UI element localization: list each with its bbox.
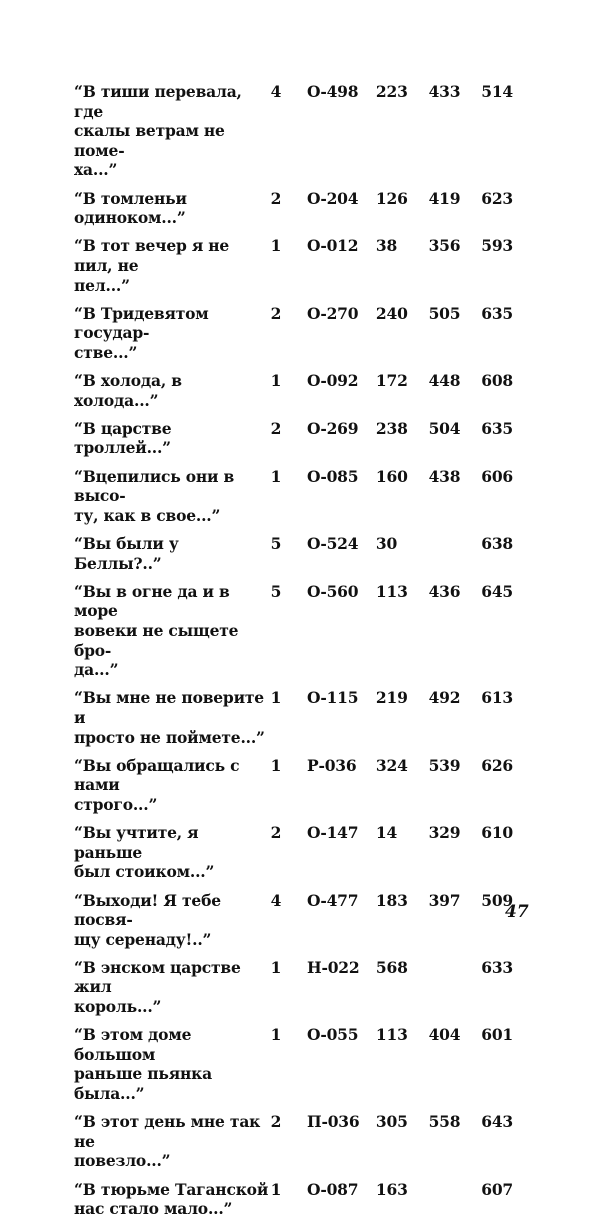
- page-ref-c: 626: [481, 755, 514, 775]
- table-row: [74, 189, 534, 237]
- page-ref-c: 623: [481, 188, 514, 208]
- page-ref-c: 606: [481, 466, 514, 486]
- table-row: [74, 958, 534, 1025]
- page-ref-c: 607: [481, 1179, 514, 1199]
- catalog-code: О-085: [307, 466, 359, 486]
- page-ref-c: 633: [481, 957, 514, 977]
- catalog-code: О-269: [307, 418, 359, 438]
- page-ref-c: 638: [481, 534, 514, 554]
- song-title: “Вы обращались с нами строго...”: [74, 755, 240, 814]
- table-row: [74, 467, 534, 534]
- volume-number: 1: [270, 755, 282, 775]
- table-row: [74, 419, 534, 467]
- song-title: “В тиши перевала, где скалы ветрам не поме- ха...”: [74, 82, 242, 180]
- page-ref-a: 172: [375, 371, 408, 391]
- table-row: [74, 534, 534, 582]
- song-title: “В этом доме большом раньше пьянка была...”: [74, 1025, 212, 1104]
- page-ref-b: 539: [428, 755, 461, 775]
- catalog-code: О-524: [307, 534, 359, 554]
- song-title: “Вы были у Беллы?..”: [74, 534, 179, 573]
- song-title: “В Тридевятом государ- стве...”: [74, 303, 209, 362]
- page-ref-a: 113: [375, 581, 408, 601]
- catalog-code: О-560: [307, 581, 359, 601]
- index-rows: [74, 82, 534, 1227]
- table-row: [74, 688, 534, 755]
- song-title: “В томленьи одиноком...”: [74, 188, 187, 228]
- song-title: “В этот день мне так не повезло...”: [74, 1112, 261, 1171]
- page-ref-a: 163: [375, 1179, 408, 1199]
- volume-number: 1: [270, 236, 282, 256]
- page-ref-b: 329: [428, 823, 461, 843]
- catalog-code: О-092: [307, 371, 359, 391]
- page-ref-b: 404: [428, 1025, 461, 1045]
- page-ref-a: 113: [375, 1025, 408, 1045]
- volume-number: 2: [270, 418, 282, 438]
- volume-number: 1: [270, 371, 282, 391]
- table-row: [74, 236, 534, 303]
- song-title: “В тюрьме Таганской нас стало мало...”: [74, 1179, 269, 1219]
- page-ref-a: 30: [375, 534, 398, 554]
- page-ref-b: 356: [428, 236, 461, 256]
- volume-number: 1: [270, 688, 282, 708]
- table-row: [74, 304, 534, 371]
- table-row: [74, 582, 534, 689]
- volume-number: 2: [270, 303, 282, 323]
- catalog-code: О-055: [307, 1025, 359, 1045]
- volume-number: 2: [270, 1112, 282, 1132]
- volume-number: 5: [270, 534, 282, 554]
- page-ref-a: 240: [375, 303, 408, 323]
- page-ref-b: 505: [428, 303, 461, 323]
- volume-number: 1: [270, 466, 282, 486]
- page-ref-a: 38: [375, 236, 398, 256]
- table-row: [74, 1025, 534, 1112]
- page-ref-b: 448: [428, 371, 461, 391]
- volume-number: 2: [270, 823, 282, 843]
- table-row: [74, 82, 534, 189]
- song-title: “В царстве троллей...”: [74, 418, 172, 458]
- page-ref-a: 568: [375, 957, 408, 977]
- volume-number: 5: [270, 581, 282, 601]
- page-ref-c: 635: [481, 418, 514, 438]
- page-ref-c: 613: [481, 688, 514, 708]
- page-ref-c: 610: [481, 823, 514, 843]
- page-ref-c: 509: [481, 890, 514, 910]
- page-ref-b: 419: [428, 188, 461, 208]
- page-ref-a: 160: [375, 466, 408, 486]
- catalog-code: О-147: [307, 823, 359, 843]
- volume-number: 1: [270, 1025, 282, 1045]
- page-ref-a: 238: [375, 418, 408, 438]
- page-ref-c: 514: [481, 82, 514, 101]
- song-title: “Вы мне не поверите и просто не поймете...”: [74, 688, 265, 747]
- catalog-code: О-270: [307, 303, 359, 323]
- table-row: [74, 1180, 534, 1227]
- song-title: “В энском царстве жил король...”: [74, 957, 241, 1017]
- song-title: “Вцепились они в высо- ту, как в свое...”: [74, 466, 235, 525]
- catalog-code: О-087: [307, 1179, 359, 1199]
- page-ref-a: 126: [375, 188, 408, 208]
- table-row: [74, 823, 534, 890]
- page-ref-a: 183: [375, 890, 408, 910]
- song-title: “Вы учтите, я раньше был стоиком...”: [74, 823, 215, 882]
- catalog-code: О-477: [307, 890, 359, 910]
- page-ref-b: 504: [428, 418, 461, 438]
- volume-number: 2: [270, 188, 282, 208]
- page-ref-b: 397: [428, 890, 461, 910]
- page-ref-b: 433: [428, 82, 461, 101]
- page-ref-b: 438: [428, 466, 461, 486]
- volume-number: 4: [270, 890, 282, 910]
- page-ref-b: 492: [428, 688, 461, 708]
- catalog-code: О-204: [307, 188, 359, 208]
- song-title: “Выходи! Я тебе посвя- щу серенаду!..”: [74, 890, 221, 949]
- page-ref-a: 324: [375, 755, 408, 775]
- page-ref-a: 14: [375, 823, 398, 843]
- page-ref-c: 645: [481, 581, 514, 601]
- page-ref-c: 635: [481, 303, 514, 323]
- page-ref-a: 223: [375, 82, 408, 101]
- table-row: [74, 891, 534, 958]
- page-ref-c: 593: [481, 236, 514, 256]
- table-row: [74, 1112, 534, 1179]
- song-title: “В тот вечер я не пил, не пел...”: [74, 236, 230, 295]
- song-title: “В холода, в холода...”: [74, 371, 182, 410]
- page-ref-a: 219: [375, 688, 408, 708]
- page-ref-b: [429, 534, 482, 582]
- catalog-code: Н-022: [307, 957, 360, 977]
- table-row: [74, 756, 534, 823]
- page-number: 47: [505, 902, 529, 922]
- volume-number: 1: [270, 957, 282, 977]
- catalog-code: О-012: [307, 236, 359, 256]
- catalog-code: О-498: [307, 82, 359, 101]
- song-index-table: [74, 82, 534, 1227]
- table-row: [74, 371, 534, 419]
- catalog-code: П-036: [307, 1112, 360, 1132]
- volume-number: 1: [270, 1179, 282, 1199]
- volume-number: 4: [270, 82, 282, 101]
- page-ref-c: 601: [481, 1025, 514, 1045]
- song-title: “Вы в огне да и в море вовеки не сыщете бро- да...”: [74, 581, 239, 680]
- page-ref-b: [429, 1180, 482, 1227]
- page-ref-a: 305: [375, 1112, 408, 1132]
- catalog-code: О-115: [307, 688, 359, 708]
- page-ref-c: 643: [481, 1112, 514, 1132]
- catalog-code: Р-036: [307, 755, 357, 775]
- page-ref-b: 558: [428, 1112, 461, 1132]
- page-ref-b: 436: [428, 581, 461, 601]
- page-ref-b: [429, 958, 482, 1025]
- page-ref-c: 608: [481, 371, 514, 391]
